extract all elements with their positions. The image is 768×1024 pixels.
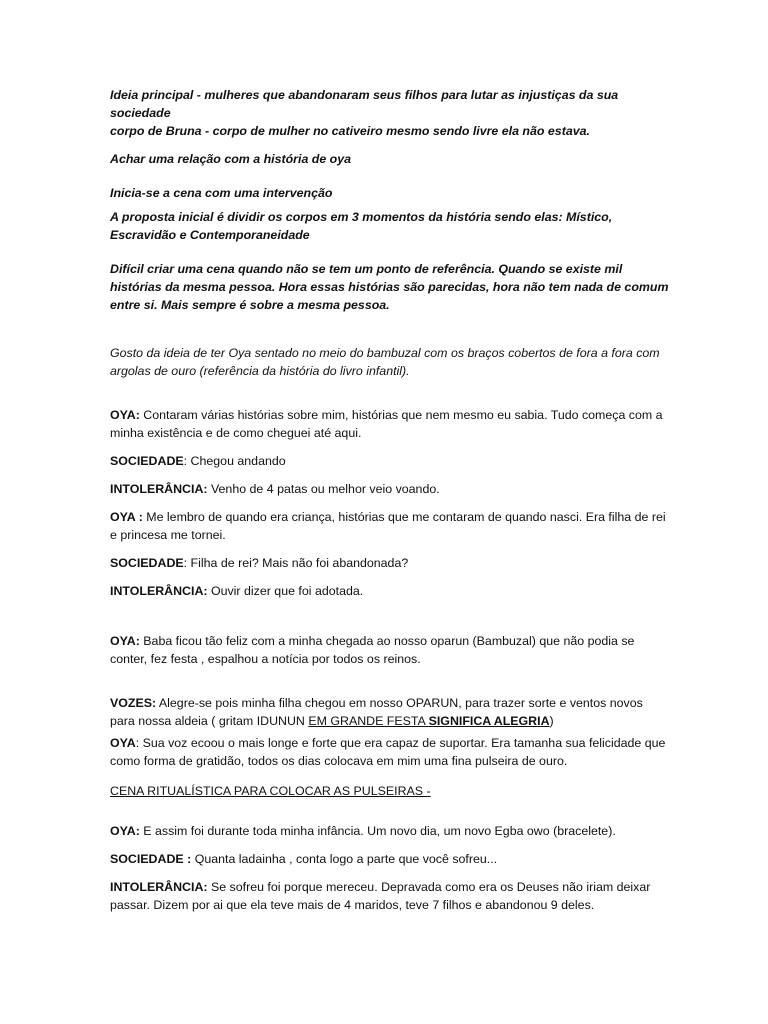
dialogue-text: : Filha de rei? Mais não foi abandonada? (183, 556, 409, 570)
dialogue-line (110, 878, 670, 914)
dialogue-line (110, 850, 670, 868)
dialogue-text: Ouvir dizer que foi adotada. (207, 584, 364, 598)
document-body (110, 86, 670, 914)
dialogue-line (110, 632, 670, 668)
note-proposal: A proposta inicial é dividir os corpos em 3 momentos da história sendo elas: Místico, Escravidão e Contemporaneidade (110, 210, 613, 242)
speaker-label: SOCIEDADE : (110, 852, 192, 866)
dialogue-line (110, 406, 670, 442)
speaker-label: OYA: (110, 824, 140, 838)
speaker-label: OYA : (110, 510, 143, 524)
speaker-label: INTOLERÂNCIA: (110, 482, 208, 496)
speaker-label: OYA (110, 736, 136, 750)
dialogue-text: : Chegou andando (183, 454, 286, 468)
note-bruna-body: corpo de Bruna - corpo de mulher no cativeiro mesmo sendo livre ela não estava. (110, 124, 590, 138)
dialogue-text-end: ) (549, 714, 554, 728)
dialogue-line (110, 694, 670, 730)
scene-heading: CENA RITUALÍSTICA PARA COLOCAR AS PULSEIRAS - (110, 784, 431, 798)
dialogue-text: E assim foi durante toda minha infância. Um novo dia, um novo Egba owo (bracelete). (139, 824, 616, 838)
dialogue-line (110, 452, 670, 470)
dialogue-text: Me lembro de quando era criança, histórias que me contaram de quando nasci. Era filha de rei e princesa me tornei. (110, 510, 666, 542)
note-main-idea: Ideia principal - mulheres que abandonaram seus filhos para lutar as injustiças da sua sociedade (110, 88, 619, 120)
dialogue-line (110, 822, 670, 840)
speaker-label: INTOLERÂNCIA: (110, 880, 208, 894)
dialogue-text: Contaram várias histórias sobre mim, histórias que nem mesmo eu sabia. Tudo começa com a minha existência e de como cheguei até aqui. (110, 408, 663, 440)
note-bambuzal-idea: Gosto da ideia de ter Oya sentado no meio do bambuzal com os braços cobertos de fora a fora com argolas de ouro (referência da história do livro infantil). (110, 346, 660, 378)
note-difficulty: Difícil criar uma cena quando não se tem um ponto de referência. Quando se existe mil histórias da mesma pessoa. Hora essas histórias são parecidas, hora não tem nada de comum entre si. Mais sempre é sobre a mesma pessoa. (110, 262, 669, 312)
dialogue-text: : Sua voz ecoou o mais longe e forte que era capaz de suportar. Era tamanha sua felicidade que como forma de gratidão, todos os dias colocava em mim uma fina pulseira de ouro. (110, 736, 666, 768)
dialogue-line (110, 508, 670, 544)
dialogue-line (110, 734, 670, 770)
speaker-label: VOZES: (110, 696, 157, 710)
dialogue-line (110, 554, 670, 572)
speaker-label: SOCIEDADE (110, 556, 184, 570)
speaker-label: OYA: (110, 408, 140, 422)
underlined-bold-text: SIGNIFICA ALEGRIA (428, 714, 550, 728)
note-oya-relation: Achar uma relação com a história de oya (110, 152, 352, 166)
dialogue-text: Quanta ladainha , conta logo a parte que você sofreu... (191, 852, 498, 866)
dialogue-line (110, 480, 670, 498)
dialogue-text: Venho de 4 patas ou melhor veio voando. (207, 482, 440, 496)
speaker-label: OYA: (110, 634, 140, 648)
speaker-label: SOCIEDADE (110, 454, 184, 468)
dialogue-text: Baba ficou tão feliz com a minha chegada ao nosso oparun (Bambuzal) que não podia se conter, fez festa , espalhou a notícia por todos os reinos. (110, 634, 635, 666)
underlined-text: EM GRANDE FESTA (308, 714, 429, 728)
dialogue-line (110, 582, 670, 600)
dialogue-text: Alegre-se pois minha filha chegou em nosso OPARUN, para trazer sorte e ventos novos para nossa aldeia ( gritam IDUNUN (110, 696, 643, 728)
dialogue-text: Se sofreu foi porque mereceu. Depravada como era os Deuses não iriam deixar passar. Dizem por ai que ela teve mais de 4 maridos, teve 7 filhos e abandonou 9 deles. (110, 880, 651, 912)
speaker-label: INTOLERÂNCIA: (110, 584, 208, 598)
note-scene-start: Inicia-se a cena com uma intervenção (110, 186, 333, 200)
